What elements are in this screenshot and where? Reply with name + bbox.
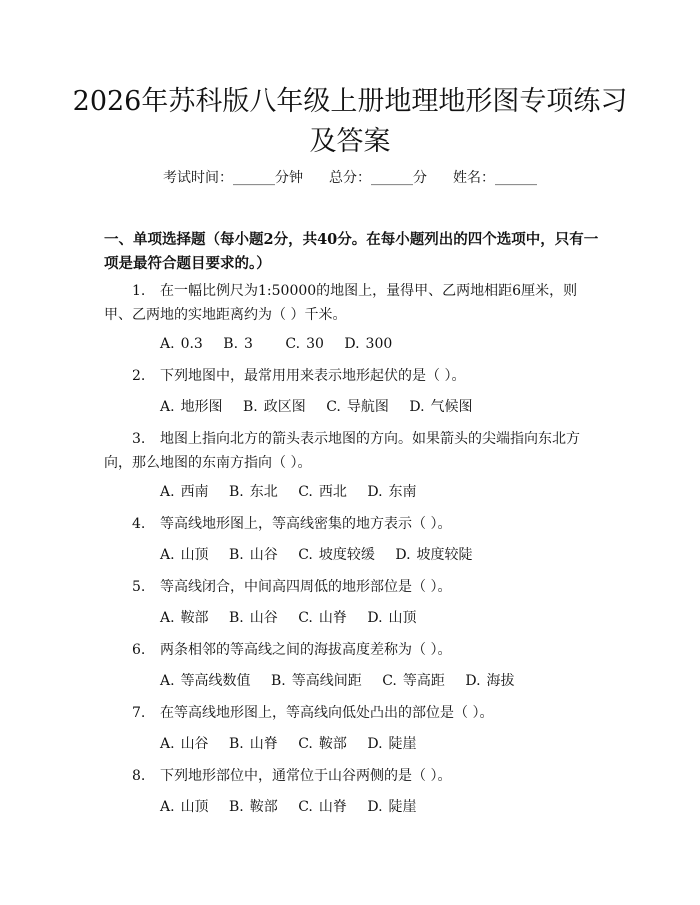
option-b: B. 鞍部 bbox=[229, 799, 278, 815]
question-text: 地图上指向北方的箭头表示地图的方向。如果箭头的尖端指向东北方向，那么地图的东南方指向（ ）。 bbox=[104, 431, 580, 471]
option-a: A. 0.3 bbox=[160, 336, 203, 352]
score-blank: ______ bbox=[371, 170, 413, 186]
time-unit: 分钟 bbox=[275, 170, 303, 186]
question-text: 下列地图中，最常用用来表示地形起伏的是（ ）。 bbox=[160, 368, 466, 384]
option-d: D. 陡崖 bbox=[367, 799, 417, 815]
question-stem bbox=[104, 575, 604, 599]
question-stem bbox=[104, 364, 604, 388]
option-b: B. 山谷 bbox=[229, 610, 278, 626]
option-d: D. 山顶 bbox=[367, 610, 417, 626]
question-options bbox=[160, 734, 600, 754]
question-text: 等高线闭合，中间高四周低的地形部位是（ ）。 bbox=[160, 579, 452, 595]
option-c: C. 30 bbox=[285, 336, 324, 352]
question-options bbox=[160, 482, 600, 502]
score-label: 总分： bbox=[329, 170, 371, 186]
option-a: A. 山谷 bbox=[160, 736, 209, 752]
option-d: D. 海拔 bbox=[465, 673, 515, 689]
option-a: A. 山顶 bbox=[160, 547, 209, 563]
exam-info-line bbox=[0, 168, 700, 188]
option-c: C. 山脊 bbox=[298, 610, 347, 626]
time-label: 考试时间： bbox=[163, 170, 233, 186]
question-number: 5. bbox=[132, 579, 146, 595]
option-c: C. 坡度较缓 bbox=[298, 547, 375, 563]
option-d: D. 陡崖 bbox=[367, 736, 417, 752]
option-c: C. 鞍部 bbox=[298, 736, 347, 752]
question-stem bbox=[104, 279, 604, 327]
page-title: 2026年苏科版八年级上册地理地形图专项练习及答案 bbox=[72, 86, 628, 157]
question-stem bbox=[104, 427, 604, 475]
question-number: 2. bbox=[132, 368, 146, 384]
question-options bbox=[160, 797, 600, 817]
option-c: C. 等高距 bbox=[382, 673, 445, 689]
question-stem bbox=[104, 701, 604, 725]
question-number: 6. bbox=[132, 642, 146, 658]
question-number: 4. bbox=[132, 516, 146, 532]
option-b: B. 山脊 bbox=[229, 736, 278, 752]
question-text: 等高线地形图上，等高线密集的地方表示（ ）。 bbox=[160, 516, 452, 532]
question-number: 1. bbox=[132, 283, 146, 299]
option-d: D. 300 bbox=[344, 336, 393, 352]
question-stem bbox=[104, 764, 604, 788]
option-b: B. 山谷 bbox=[229, 547, 278, 563]
option-c: C. 导航图 bbox=[326, 399, 389, 415]
option-b: B. 东北 bbox=[229, 484, 278, 500]
question-text: 两条相邻的等高线之间的海拔高度差称为（ ）。 bbox=[160, 642, 452, 658]
name-label: 姓名： bbox=[453, 170, 495, 186]
question-text: 下列地形部位中，通常位于山谷两侧的是（ ）。 bbox=[160, 768, 452, 784]
question-options bbox=[160, 608, 600, 628]
question-options bbox=[160, 334, 600, 354]
option-c: C. 西北 bbox=[298, 484, 347, 500]
question-text: 在一幅比例尺为1:50000的地图上，量得甲、乙两地相距6厘米，则甲、乙两地的实地距离约为（ ）千米。 bbox=[104, 283, 578, 323]
section-heading: 一、单项选择题（每小题2分，共40分。在每小题列出的四个选项中，只有一项是最符合题目要求的。） bbox=[104, 231, 599, 272]
question-options bbox=[160, 397, 600, 417]
question-number: 3. bbox=[132, 431, 146, 447]
option-a: A. 地形图 bbox=[160, 399, 223, 415]
score-unit: 分 bbox=[413, 170, 427, 186]
question-number: 8. bbox=[132, 768, 146, 784]
option-b: B. 3 bbox=[223, 336, 253, 352]
option-d: D. 坡度较陡 bbox=[395, 547, 473, 563]
option-b: B. 政区图 bbox=[243, 399, 306, 415]
question-stem bbox=[104, 638, 604, 662]
question-stem bbox=[104, 512, 604, 536]
option-c: C. 山脊 bbox=[298, 799, 347, 815]
option-a: A. 鞍部 bbox=[160, 610, 209, 626]
option-a: A. 西南 bbox=[160, 484, 209, 500]
question-options bbox=[160, 671, 600, 691]
option-d: D. 东南 bbox=[367, 484, 417, 500]
question-text: 在等高线地形图上，等高线向低处凸出的部位是（ ）。 bbox=[160, 705, 494, 721]
option-d: D. 气候图 bbox=[409, 399, 473, 415]
name-blank: ______ bbox=[495, 170, 537, 186]
option-a: A. 等高线数值 bbox=[160, 673, 251, 689]
question-number: 7. bbox=[132, 705, 146, 721]
option-a: A. 山顶 bbox=[160, 799, 209, 815]
question-options bbox=[160, 545, 600, 565]
time-blank: ______ bbox=[233, 170, 275, 186]
option-b: B. 等高线间距 bbox=[271, 673, 362, 689]
